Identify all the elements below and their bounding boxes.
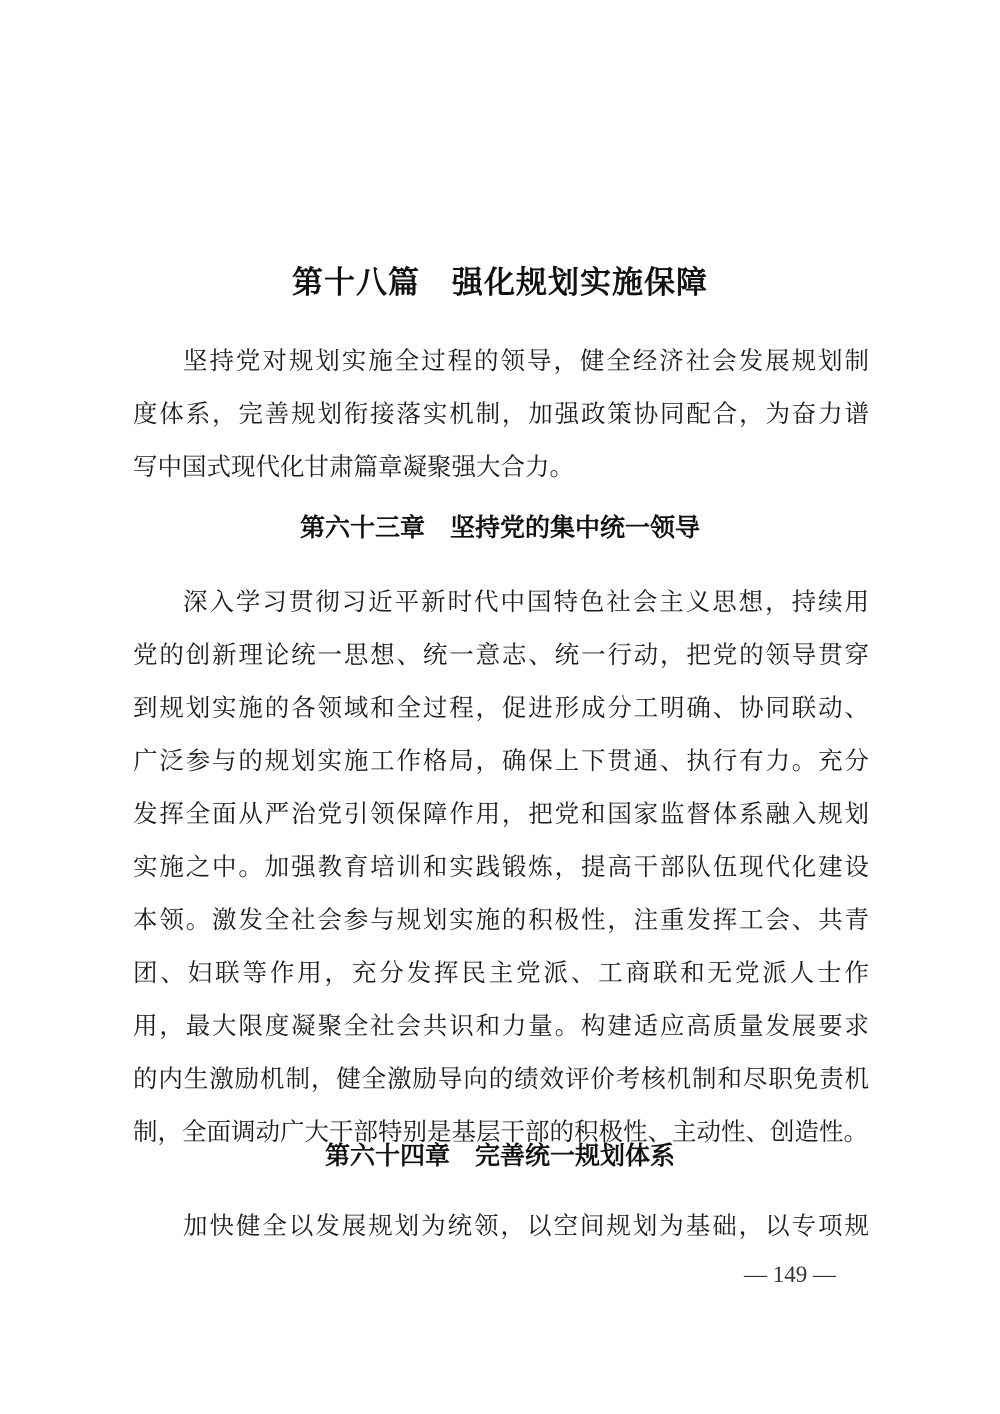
paragraph-line: 写中国式现代化甘肃篇章凝聚强大合力。 xyxy=(133,452,574,481)
paragraph-line: 团、妇联等作用，充分发挥民主党派、工商联和无党派人士作 xyxy=(133,958,869,987)
chapter-63-title: 第六十三章 坚持党的集中统一领导 xyxy=(299,513,700,542)
chapter-64-paragraph xyxy=(133,1199,869,1252)
paragraph-line: 制，全面调动广大干部特别是基层干部的积极性、主动性、创造性。 xyxy=(133,1117,868,1146)
chapter-64-title: 第六十四章 完善统一规划体系 xyxy=(324,1141,675,1170)
paragraph-line: 深入学习贯彻习近平新时代中国特色社会主义思想，持续用 xyxy=(183,587,869,616)
paragraph-line: 用，最大限度凝聚全社会共识和力量。构建适应高质量发展要求 xyxy=(133,1011,869,1040)
paragraph-line: 到规划实施的各领域和全过程，促进形成分工明确、协同联动、 xyxy=(133,693,869,722)
paragraph-line: 本领。激发全社会参与规划实施的积极性，注重发挥工会、共青 xyxy=(133,905,869,934)
paragraph-line: 党的创新理论统一思想、统一意志、统一行动，把党的领导贯穿 xyxy=(133,640,869,669)
paragraph-line: 广泛参与的规划实施工作格局，确保上下贯通、执行有力。充分 xyxy=(133,746,869,775)
paragraph-line: 发挥全面从严治党引领保障作用，把党和国家监督体系融入规划 xyxy=(133,799,869,828)
chapter-63-paragraph xyxy=(133,575,869,1158)
paragraph-line: 的内生激励机制，健全激励导向的绩效评价考核机制和尽职免责机 xyxy=(133,1064,869,1093)
page-number: — 149 — xyxy=(744,1262,836,1287)
paragraph-line: 加快健全以发展规划为统领，以空间规划为基础，以专项规 xyxy=(183,1211,869,1240)
part-title: 第十八篇 强化规划实施保障 xyxy=(292,265,708,301)
intro-paragraph xyxy=(133,334,869,493)
paragraph-line: 坚持党对规划实施全过程的领导，健全经济社会发展规划制 xyxy=(183,346,869,375)
paragraph-line: 度体系，完善规划衔接落实机制，加强政策协同配合，为奋力谱 xyxy=(133,399,869,428)
paragraph-line: 实施之中。加强教育培训和实践锻炼，提高干部队伍现代化建设 xyxy=(133,852,869,881)
